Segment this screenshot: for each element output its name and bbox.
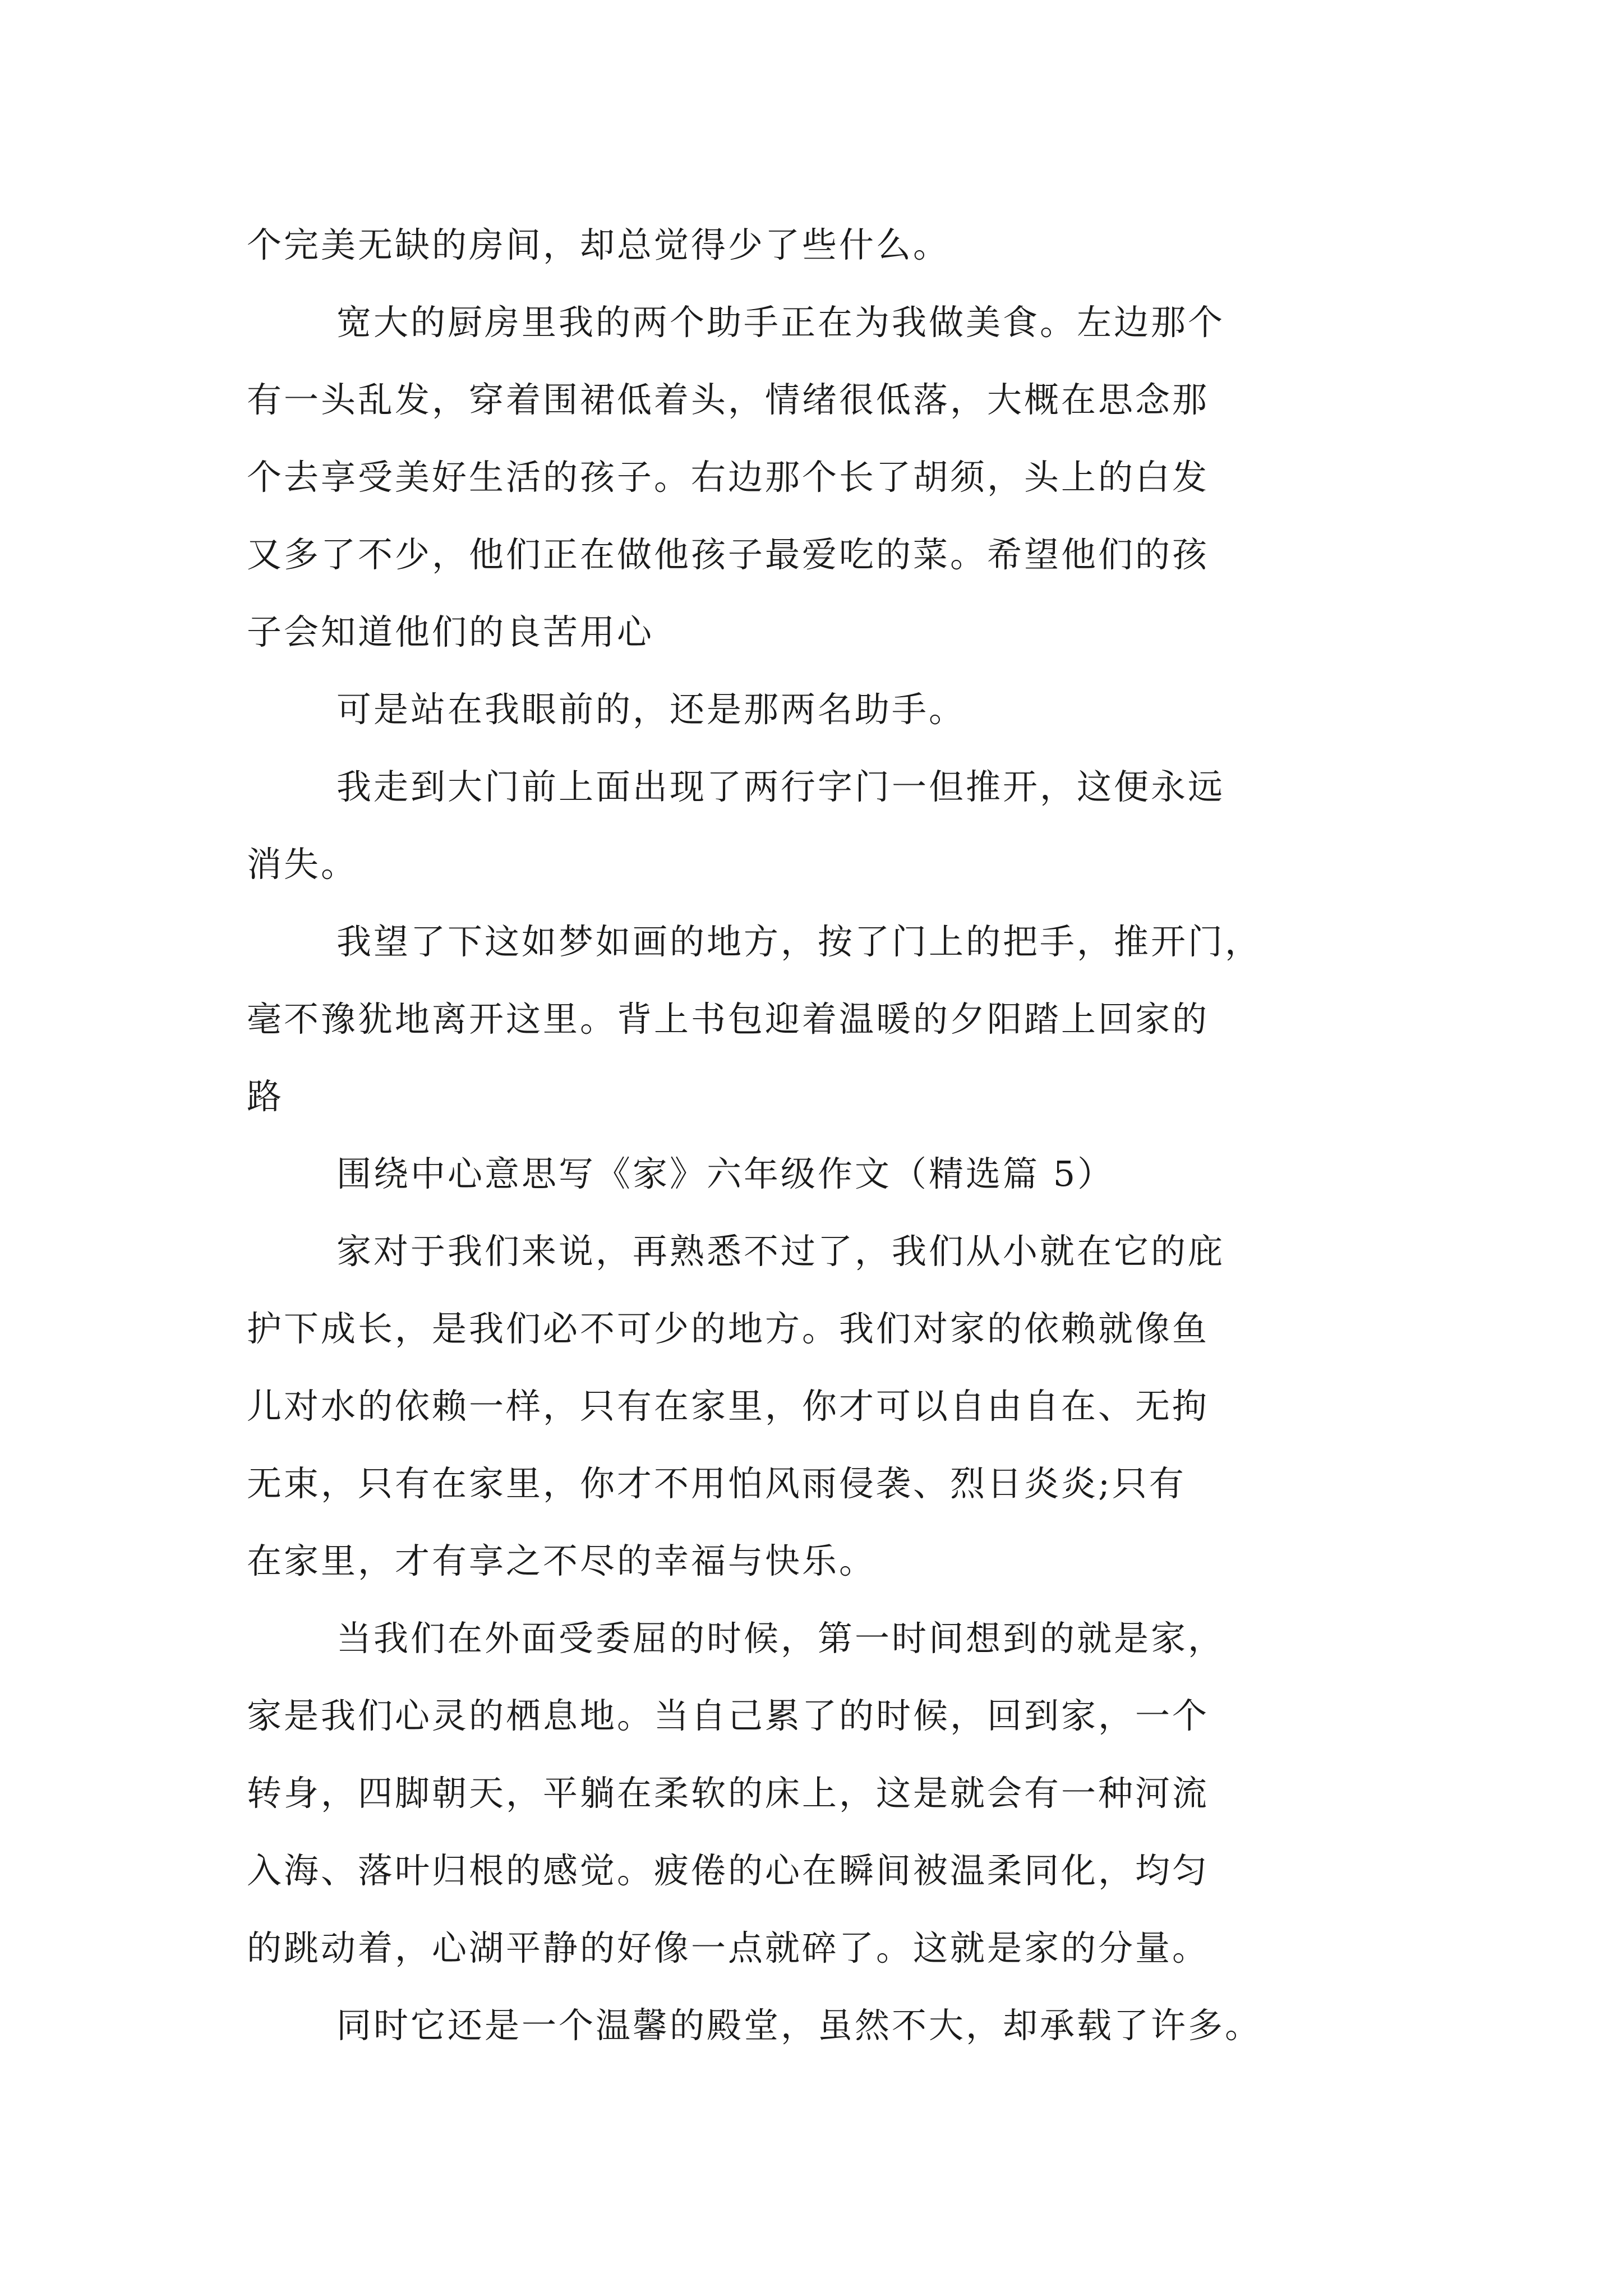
paragraph-start-line: 我走到大门前上面出现了两行字门一但推开，这便永远 — [336, 766, 1225, 807]
text-line: 个完美无缺的房间，却总觉得少了些什么。 — [247, 224, 951, 265]
text-line: 又多了不少，他们正在做他孩子最爱吃的菜。希望他们的孩 — [247, 534, 1210, 575]
paragraph-start-line: 我望了下这如梦如画的地方，按了门上的把手，推开门， — [336, 921, 1262, 962]
paragraph-start-line: 当我们在外面受委屈的时候，第一时间想到的就是家， — [336, 1618, 1225, 1659]
paragraph-start-line: 宽大的厨房里我的两个助手正在为我做美食。左边那个 — [336, 302, 1225, 343]
text-line: 家是我们心灵的栖息地。当自己累了的时候，回到家，一个 — [247, 1695, 1210, 1736]
text-line: 入海、落叶归根的感觉。疲倦的心在瞬间被温柔同化，均匀 — [247, 1850, 1210, 1891]
text-line: 护下成长，是我们必不可少的地方。我们对家的依赖就像鱼 — [247, 1308, 1210, 1349]
text-line: 转身，四脚朝天，平躺在柔软的床上，这是就会有一种河流 — [247, 1773, 1210, 1814]
text-line: 无束，只有在家里，你才不用怕风雨侵袭、烈日炎炎;只有 — [247, 1463, 1186, 1504]
section-heading: 围绕中心意思写《家》六年级作文（精选篇 5） — [336, 1153, 1115, 1194]
paragraph-start-line: 同时它还是一个温馨的殿堂，虽然不大，却承载了许多。 — [336, 2005, 1262, 2046]
paragraph-start-line: 可是站在我眼前的，还是那两名助手。 — [336, 689, 966, 730]
text-line: 个去享受美好生活的孩子。右边那个长了胡须，头上的白发 — [247, 457, 1210, 498]
text-line: 在家里，才有享之不尽的幸福与快乐。 — [247, 1540, 877, 1581]
text-line: 消失。 — [247, 844, 358, 885]
text-line: 路 — [247, 1076, 284, 1117]
text-line: 儿对水的依赖一样，只有在家里，你才可以自由自在、无拘 — [247, 1386, 1210, 1427]
text-line: 的跳动着，心湖平静的好像一点就碎了。这就是家的分量。 — [247, 1927, 1210, 1968]
text-line: 有一头乱发，穿着围裙低着头，情绪很低落，大概在思念那 — [247, 379, 1210, 420]
text-line: 毫不豫犹地离开这里。背上书包迎着温暖的夕阳踏上回家的 — [247, 999, 1210, 1039]
text-line: 子会知道他们的良苦用心 — [247, 611, 654, 652]
paragraph-start-line: 家对于我们来说，再熟悉不过了，我们从小就在它的庇 — [336, 1231, 1225, 1272]
